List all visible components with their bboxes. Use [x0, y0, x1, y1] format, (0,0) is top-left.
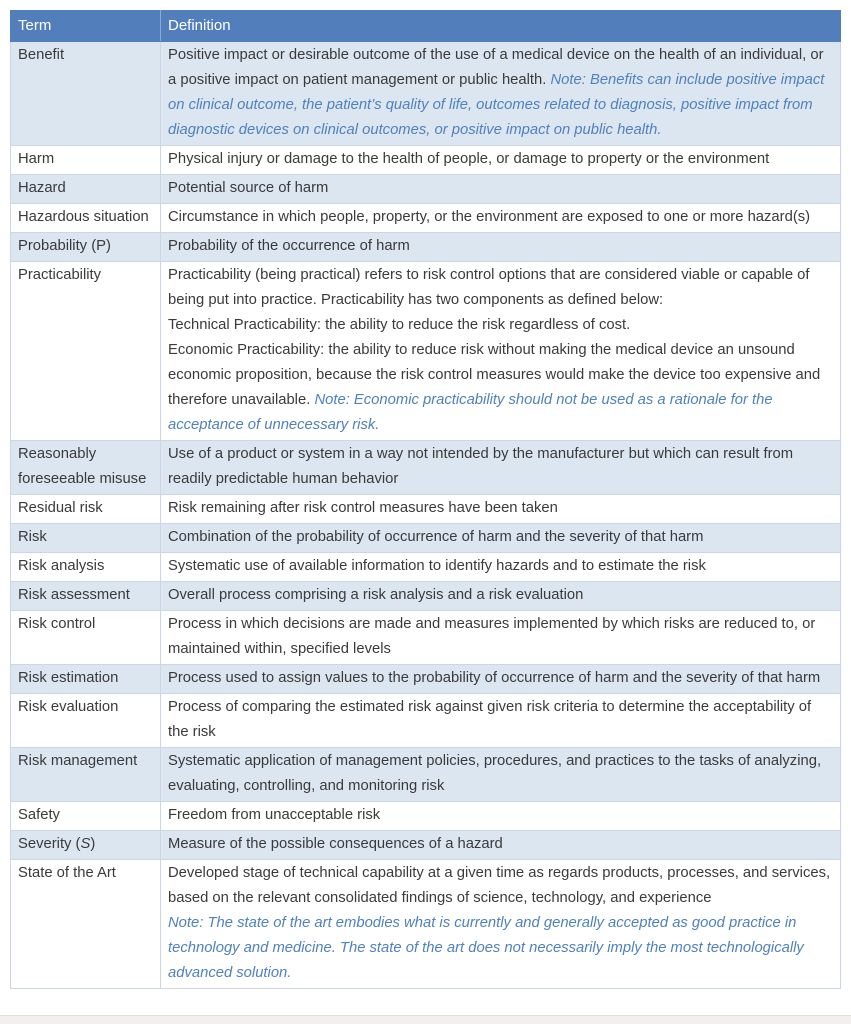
definition-text: Potential source of harm	[168, 180, 329, 196]
note-text: Note: Benefits can include positive impact on clinical outcome, the patient’s quality of life, outcomes related to diagnosis, positive impact from diagnostic devices on clinical outcomes, or positive impact on public health.	[168, 72, 825, 138]
table-row	[11, 146, 841, 175]
definition-text: Systematic application of management policies, procedures, and practices to the tasks of analyzing, evaluating, controlling, and monitoring risk	[168, 753, 822, 794]
term-cell: Risk estimation	[11, 665, 161, 694]
definition-cell	[161, 831, 841, 860]
table-row	[11, 42, 841, 146]
term-cell: Risk	[11, 524, 161, 553]
term-cell: Harm	[11, 146, 161, 175]
definition-cell	[161, 146, 841, 175]
definition-cell	[161, 694, 841, 748]
definition-text: Economic Practicability: the ability to reduce risk without making the medical device an unsound economic proposition, because the risk control measures would make the device too expensive and therefore unavailable.	[168, 342, 821, 408]
table-row	[11, 748, 841, 802]
table-body	[11, 42, 841, 989]
column-header-term: Term	[11, 11, 161, 42]
definition-text: Measure of the possible consequences of a hazard	[168, 836, 503, 852]
term-cell: Practicability	[11, 262, 161, 441]
definition-text: Process of comparing the estimated risk against given risk criteria to determine the acceptability of the risk	[168, 699, 812, 740]
definition-cell	[161, 665, 841, 694]
table-row	[11, 665, 841, 694]
definition-text: Risk remaining after risk control measures have been taken	[168, 500, 558, 516]
table-row	[11, 802, 841, 831]
term-cell: Risk analysis	[11, 553, 161, 582]
term-cell: Risk assessment	[11, 582, 161, 611]
next-table-edge	[0, 1015, 851, 1024]
definition-cell	[161, 582, 841, 611]
column-header-definition: Definition	[161, 11, 841, 42]
table-row	[11, 175, 841, 204]
term-cell: Hazardous situation	[11, 204, 161, 233]
definition-text: Process in which decisions are made and measures implemented by which risks are reduced to, or maintained within, specified levels	[168, 616, 816, 657]
definition-text: Practicability (being practical) refers to risk control options that are considered viable or capable of being put into practice. Practicability has two components as defined below:	[168, 267, 810, 308]
table-row	[11, 582, 841, 611]
definition-cell	[161, 262, 841, 441]
term-cell: Reasonably foreseeable misuse	[11, 441, 161, 495]
definition-cell	[161, 802, 841, 831]
table-row	[11, 611, 841, 665]
definition-cell	[161, 611, 841, 665]
definition-text: Physical injury or damage to the health of people, or damage to property or the environment	[168, 151, 770, 167]
table-row	[11, 694, 841, 748]
table-row	[11, 495, 841, 524]
table-row	[11, 831, 841, 860]
term-cell	[11, 831, 161, 860]
definition-text: Technical Practicability: the ability to reduce the risk regardless of cost.	[168, 317, 631, 333]
table-row	[11, 441, 841, 495]
table-row	[11, 204, 841, 233]
table-row	[11, 262, 841, 441]
term-cell: Safety	[11, 802, 161, 831]
definition-cell	[161, 42, 841, 146]
definition-text: Circumstance in which people, property, or the environment are exposed to one or more hazard(s)	[168, 209, 811, 225]
definition-cell	[161, 860, 841, 989]
definition-cell	[161, 233, 841, 262]
definition-cell	[161, 495, 841, 524]
note-text: Note: The state of the art embodies what is currently and generally accepted as good practice in technology and medicine. The state of the art does not necessarily imply the most technologically advanced solution.	[168, 915, 804, 981]
term-text: )	[90, 836, 96, 852]
term-cell: Residual risk	[11, 495, 161, 524]
table-row	[11, 524, 841, 553]
definition-text: Overall process comprising a risk analysis and a risk evaluation	[168, 587, 584, 603]
term-cell: Hazard	[11, 175, 161, 204]
table-row	[11, 233, 841, 262]
term-cell: Risk evaluation	[11, 694, 161, 748]
header-row	[11, 11, 841, 42]
definition-text: Probability of the occurrence of harm	[168, 238, 410, 254]
definition-text: Systematic use of available information to identify hazards and to estimate the risk	[168, 558, 706, 574]
definition-text: Developed stage of technical capability at a given time as regards products, processes, and services, based on the relevant consolidated findings of science, technology, and experience	[168, 865, 831, 906]
definition-text: Use of a product or system in a way not intended by the manufacturer but which can result from readily predictable human behavior	[168, 446, 794, 487]
table-row	[11, 860, 841, 989]
definition-cell	[161, 204, 841, 233]
definitions-table	[10, 10, 841, 989]
term-cell: Probability (P)	[11, 233, 161, 262]
definition-cell	[161, 524, 841, 553]
term-text: Severity (	[18, 836, 81, 852]
term-text: S	[80, 836, 91, 852]
term-cell: Benefit	[11, 42, 161, 146]
table-row	[11, 553, 841, 582]
term-cell: Risk control	[11, 611, 161, 665]
definition-cell	[161, 175, 841, 204]
note-text: Note: Economic practicability should not be used as a rationale for the acceptance of unnecessary risk.	[168, 392, 773, 433]
definition-cell	[161, 748, 841, 802]
term-cell: State of the Art	[11, 860, 161, 989]
definition-cell	[161, 553, 841, 582]
term-cell: Risk management	[11, 748, 161, 802]
definition-text: Combination of the probability of occurrence of harm and the severity of that harm	[168, 529, 704, 545]
definition-text: Freedom from unacceptable risk	[168, 807, 381, 823]
definition-text: Positive impact or desirable outcome of the use of a medical device on the health of an individual, or a positive impact on patient management or public health.	[168, 47, 824, 88]
definition-text: Process used to assign values to the probability of occurrence of harm and the severity of that harm	[168, 670, 821, 686]
definition-cell	[161, 441, 841, 495]
